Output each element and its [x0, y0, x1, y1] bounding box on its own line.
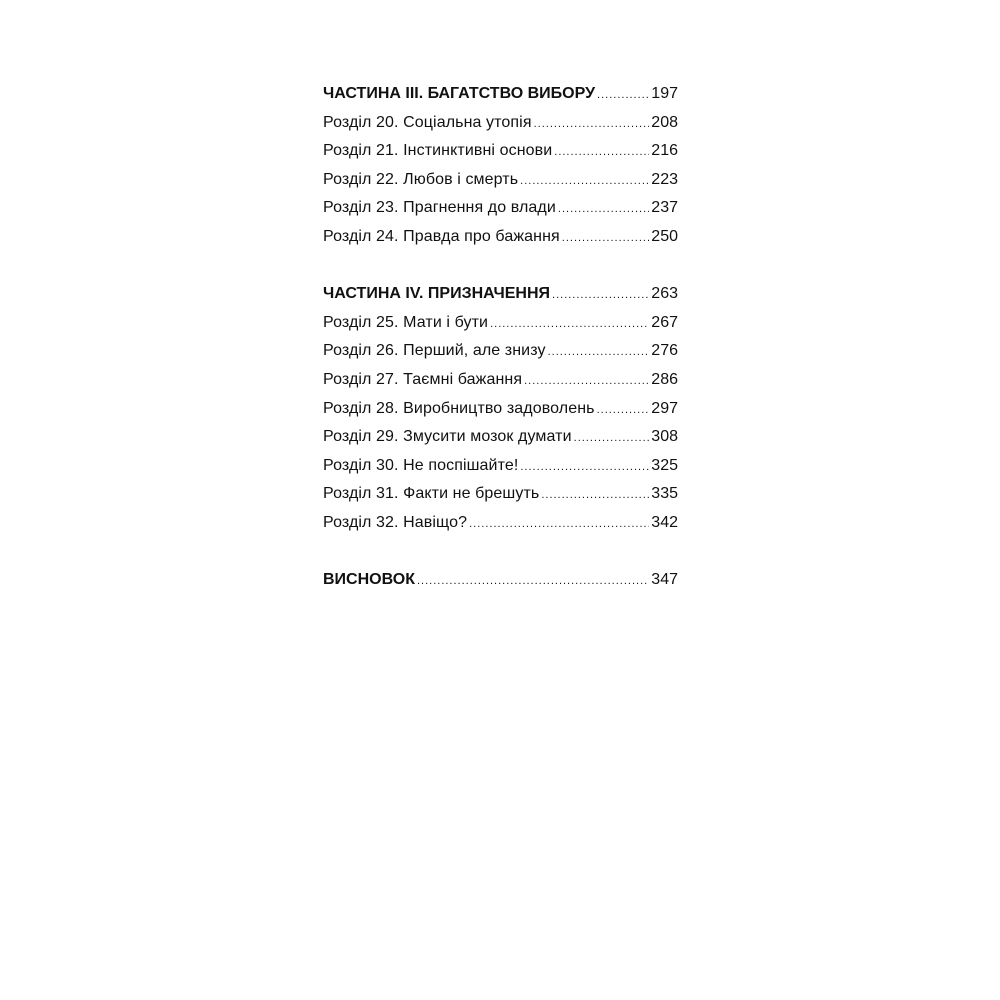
toc-entry-chapter-28[interactable]: [323, 395, 678, 424]
toc-entry-page: 308: [651, 428, 678, 446]
toc-entry-chapter-24[interactable]: [323, 223, 678, 252]
toc-entry-page: 286: [651, 370, 678, 388]
toc-entry-title: ВИСНОВОК: [323, 571, 415, 589]
toc-section-conclusion: [323, 566, 678, 595]
toc-entry-chapter-27[interactable]: [323, 366, 678, 395]
toc-entry-conclusion[interactable]: [323, 566, 678, 595]
toc-entry-title: Розділ 22. Любов і смерть: [323, 170, 519, 188]
toc-section-part-3: [323, 80, 678, 252]
toc-entry-chapter-31[interactable]: [323, 480, 678, 509]
section-gap: [323, 538, 678, 567]
toc-entry-title: Розділ 20. Соціальна утопія: [323, 113, 532, 131]
dot-leader: [597, 396, 650, 425]
dot-leader: [541, 481, 649, 510]
toc-entry-title: Розділ 28. Виробництво задоволень: [323, 399, 595, 417]
toc-entry-page: 216: [651, 142, 678, 160]
toc-entry-title: Розділ 23. Прагнення до влади: [323, 199, 556, 217]
dot-leader: [558, 195, 649, 224]
toc-entry-chapter-26[interactable]: [323, 337, 678, 366]
dot-leader: [520, 453, 649, 482]
toc-entry-title: Розділ 26. Перший, але знизу: [323, 342, 546, 360]
toc-entry-chapter-23[interactable]: [323, 194, 678, 223]
toc-entry-title: Розділ 30. Не поспішайте!: [323, 456, 519, 474]
dot-leader: [597, 81, 649, 110]
dot-leader: [417, 567, 649, 596]
toc-entry-page: 297: [651, 399, 678, 417]
toc-entry-chapter-30[interactable]: [323, 452, 678, 481]
dot-leader: [534, 110, 650, 139]
toc-entry-title: ЧАСТИНА III. БАГАТСТВО ВИБОРУ: [323, 85, 596, 102]
dot-leader: [562, 224, 650, 253]
toc-entry-title: Розділ 21. Інстинктивні основи: [323, 142, 553, 160]
toc-entry-chapter-32[interactable]: [323, 509, 678, 538]
toc-entry-page: 250: [651, 227, 678, 245]
toc-entry-title: Розділ 31. Факти не брешуть: [323, 485, 540, 503]
toc-entry-page: 342: [651, 513, 678, 531]
dot-leader: [469, 510, 649, 539]
toc-entry-chapter-21[interactable]: [323, 137, 678, 166]
dot-leader: [574, 424, 650, 453]
toc-entry-page: 197: [651, 85, 678, 102]
toc-entry-page: 347: [651, 571, 678, 589]
section-gap: [323, 252, 678, 281]
toc-entry-title: Розділ 24. Правда про бажання: [323, 227, 560, 245]
toc-entry-part-4[interactable]: [323, 280, 678, 309]
table-of-contents: [323, 80, 678, 595]
dot-leader: [554, 138, 649, 167]
toc-entry-title: Розділ 25. Мати і бути: [323, 313, 489, 331]
toc-entry-page: 267: [651, 313, 678, 331]
toc-entry-title: Розділ 29. Змусити мозок думати: [323, 428, 572, 446]
dot-leader: [524, 367, 649, 396]
toc-entry-title: Розділ 27. Таємні бажання: [323, 370, 523, 388]
toc-entry-part-3[interactable]: [323, 80, 678, 109]
toc-entry-chapter-20[interactable]: [323, 109, 678, 138]
dot-leader: [520, 167, 649, 196]
toc-entry-page: 325: [651, 456, 678, 474]
toc-entry-page: 276: [651, 342, 678, 360]
toc-entry-title: Розділ 32. Навіщо?: [323, 513, 468, 531]
toc-entry-page: 208: [651, 113, 678, 131]
toc-entry-chapter-22[interactable]: [323, 166, 678, 195]
toc-entry-page: 335: [651, 485, 678, 503]
toc-entry-page: 263: [651, 285, 678, 303]
dot-leader: [548, 338, 650, 367]
dot-leader: [490, 310, 649, 339]
toc-entry-chapter-29[interactable]: [323, 423, 678, 452]
toc-entry-chapter-25[interactable]: [323, 309, 678, 338]
dot-leader: [552, 281, 649, 310]
toc-entry-title: ЧАСТИНА IV. ПРИЗНАЧЕННЯ: [323, 285, 551, 303]
toc-entry-page: 237: [651, 199, 678, 217]
toc-section-part-4: [323, 280, 678, 537]
toc-entry-page: 223: [651, 170, 678, 188]
